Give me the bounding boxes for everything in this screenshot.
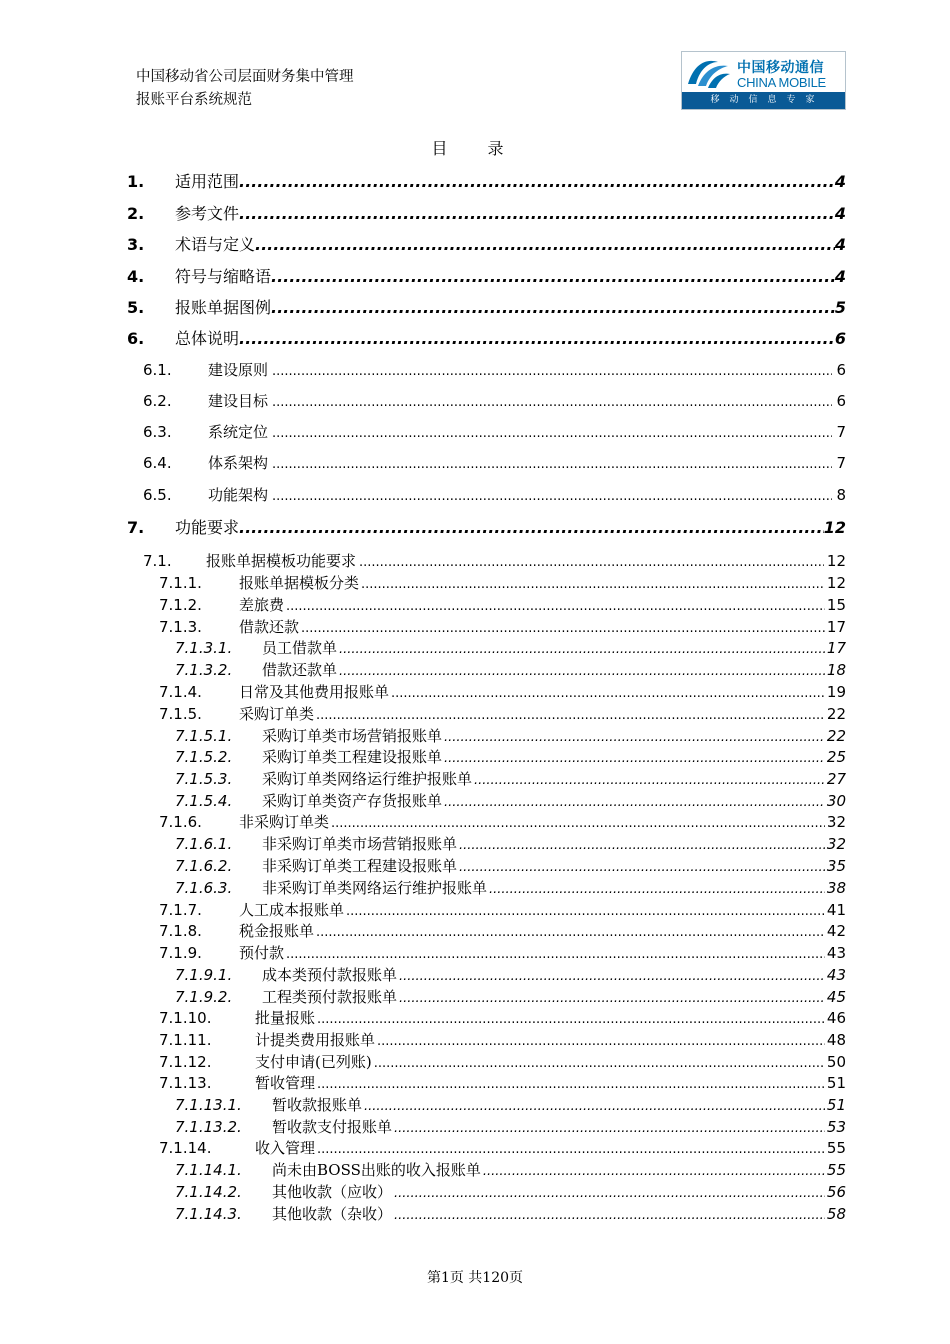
toc-entry-label: 支付申请(已列账)	[255, 1053, 372, 1071]
toc-dot-leader	[361, 577, 825, 592]
toc-dot-leader	[444, 795, 825, 810]
toc-entry-page-number: 12	[823, 518, 846, 537]
toc-entry-page-number: 6	[834, 329, 846, 348]
toc-dot-leader	[377, 1034, 825, 1049]
toc-dot-leader	[272, 395, 832, 410]
toc-entry-number: 7.1.3.1.	[175, 639, 233, 657]
toc-entry-label: 税金报账单	[239, 922, 315, 940]
toc-entry-label: 暂收管理	[255, 1074, 316, 1092]
toc-entry-label: 报账单据模板功能要求	[206, 552, 357, 570]
toc-entry[interactable]	[159, 594, 846, 616]
page-footer: 第1页 共120页	[426, 1270, 524, 1286]
toc-entry-page-number: 45	[826, 988, 846, 1006]
toc-entry-page-number: 4	[834, 235, 846, 254]
toc-entry-page-number: 35	[826, 857, 846, 875]
toc-entry-label: 成本类预付款报账单	[262, 966, 398, 984]
toc-entry[interactable]	[175, 855, 846, 877]
toc-entry[interactable]	[127, 169, 846, 200]
toc-entry-page-number: 6	[836, 392, 846, 410]
toc-entry-label: 预付款	[239, 944, 285, 962]
toc-entry-label: 总体说明	[175, 329, 240, 348]
toc-entry[interactable]	[159, 703, 846, 725]
toc-entry-label: 日常及其他费用报账单	[239, 683, 390, 701]
toc-dot-leader	[331, 816, 825, 831]
toc-entry-number: 6.1.	[143, 361, 172, 379]
toc-entry[interactable]	[127, 326, 846, 357]
toc-entry-page-number: 17	[826, 639, 846, 657]
toc-entry-number: 7.1.5.4.	[175, 792, 233, 810]
toc-entry[interactable]	[159, 1137, 846, 1159]
toc-entry[interactable]	[159, 899, 846, 921]
toc-entry[interactable]	[159, 1007, 846, 1029]
toc-entry-page-number: 30	[826, 792, 846, 810]
toc-entry[interactable]	[127, 295, 846, 326]
toc-dot-leader	[459, 860, 825, 875]
toc-entry[interactable]	[175, 1159, 846, 1181]
toc-entry[interactable]	[143, 390, 846, 421]
toc-entry-number: 7.1.13.2.	[175, 1118, 242, 1136]
toc-entry-page-number: 25	[826, 748, 846, 766]
toc-dot-leader	[255, 235, 835, 254]
toc-entry-number: 4.	[127, 267, 145, 286]
toc-dot-leader	[317, 1077, 825, 1092]
toc-entry-label: 采购订单类网络运行维护报账单	[262, 770, 473, 788]
toc-entry-number: 7.1.5.	[159, 705, 202, 723]
toc-entry-page-number: 7	[836, 454, 846, 472]
toc-dot-leader	[394, 1208, 825, 1223]
toc-entry-label: 批量报账	[255, 1009, 316, 1027]
toc-entry-page-number: 15	[826, 596, 846, 614]
toc-entry-page-number: 7	[836, 423, 846, 441]
toc-entry-page-number: 22	[826, 705, 846, 723]
toc-entry-label: 借款还款单	[262, 661, 338, 679]
toc-dot-leader	[239, 172, 835, 191]
toc-dot-leader	[459, 838, 825, 853]
toc-entry-page-number: 51	[826, 1074, 846, 1092]
header-line-2: 报账平台系统规范	[136, 92, 252, 108]
toc-entry[interactable]	[159, 616, 846, 638]
toc-entry-page-number: 12	[826, 552, 846, 570]
toc-entry-label: 暂收款报账单	[272, 1096, 363, 1114]
toc-entry[interactable]	[159, 681, 846, 703]
toc-entry[interactable]	[159, 811, 846, 833]
toc-entry-label: 符号与缩略语	[175, 267, 272, 286]
toc-entry-label: 暂收款支付报账单	[272, 1118, 393, 1136]
toc-dot-leader	[394, 1121, 825, 1136]
toc-entry-number: 6.3.	[143, 423, 172, 441]
toc-entry-number: 7.1.10.	[159, 1009, 212, 1027]
toc-entry-number: 7.1.11.	[159, 1031, 212, 1049]
toc-dot-leader	[474, 773, 825, 788]
toc-entry-page-number: 38	[826, 879, 846, 897]
toc-entry-label: 其他收款（应收）	[272, 1183, 393, 1201]
toc-entry[interactable]	[127, 232, 846, 263]
toc-entry-label: 非采购订单类工程建设报账单	[262, 857, 458, 875]
logo-tagline: 移动信息专家	[682, 92, 845, 109]
toc-entry-number: 7.1.13.1.	[175, 1096, 242, 1114]
toc-dot-leader	[301, 621, 825, 636]
toc-entry-number: 7.1.6.2.	[175, 857, 233, 875]
toc-entry-page-number: 6	[836, 361, 846, 379]
toc-entry-page-number: 4	[834, 204, 846, 223]
toc-entry-label: 人工成本报账单	[239, 901, 345, 919]
toc-entry[interactable]	[175, 1203, 846, 1225]
toc-entry[interactable]	[159, 572, 846, 594]
toc-entry-number: 6.	[127, 329, 145, 348]
toc-dot-leader	[399, 991, 825, 1006]
toc-entry[interactable]	[143, 359, 846, 390]
toc-entry-label: 报账单据模板分类	[239, 574, 360, 592]
toc-dot-leader	[374, 1056, 825, 1071]
toc-entry-page-number: 22	[826, 727, 846, 745]
toc-entry[interactable]	[175, 1094, 846, 1116]
toc-entry[interactable]	[143, 484, 846, 515]
toc-entry-number: 7.1.6.3.	[175, 879, 233, 897]
toc-entry-label: 功能架构	[208, 486, 269, 504]
toc-entry-page-number: 56	[826, 1183, 846, 1201]
header-line-1: 中国移动省公司层面财务集中管理	[136, 69, 354, 85]
toc-entry-number: 2.	[127, 204, 145, 223]
toc-entry-page-number: 5	[834, 298, 846, 317]
toc-entry-label: 计提类费用报账单	[255, 1031, 376, 1049]
toc-entry[interactable]	[159, 1029, 846, 1051]
toc-entry-label: 非采购订单类市场营销报账单	[262, 835, 458, 853]
toc-entry-number: 7.1.12.	[159, 1053, 212, 1071]
toc-entry[interactable]	[143, 421, 846, 452]
toc-entry-page-number: 12	[826, 574, 846, 592]
toc-entry[interactable]	[159, 920, 846, 942]
toc-entry-number: 7.1.14.3.	[175, 1205, 242, 1223]
toc-dot-leader	[317, 1142, 825, 1157]
toc-entry-label: 建设目标	[208, 392, 269, 410]
toc-entry-label: 其他收款（杂收）	[272, 1205, 393, 1223]
toc-entry[interactable]	[175, 877, 846, 899]
logo-chinese-name: 中国移动通信	[737, 60, 824, 76]
toc-entry[interactable]	[175, 725, 846, 747]
toc-entry-label: 非采购订单类网络运行维护报账单	[262, 879, 488, 897]
toc-entry-page-number: 43	[826, 944, 846, 962]
toc-entry-page-number: 8	[836, 486, 846, 504]
toc-entry-label: 采购订单类市场营销报账单	[262, 727, 443, 745]
toc-dot-leader	[239, 518, 824, 537]
toc-entry-label: 参考文件	[175, 204, 240, 223]
toc-dot-leader	[271, 267, 835, 286]
toc-entry-number: 7.	[127, 518, 145, 537]
toc-entry-number: 7.1.	[143, 552, 172, 570]
toc-entry-label: 非采购订单类	[239, 813, 330, 831]
toc-dot-leader	[391, 686, 825, 701]
toc-entry-label: 差旅费	[239, 596, 285, 614]
toc-entry-number: 3.	[127, 235, 145, 254]
toc-entry-label: 员工借款单	[262, 639, 338, 657]
toc-entry-label: 术语与定义	[175, 235, 256, 254]
toc-entry-label: 借款还款	[239, 618, 300, 636]
toc-entry-label: 建设原则	[208, 361, 269, 379]
toc-entry-number: 7.1.9.2.	[175, 988, 233, 1006]
toc-entry-number: 7.1.3.	[159, 618, 202, 636]
toc-dot-leader	[394, 1186, 825, 1201]
toc-entry-page-number: 32	[826, 813, 846, 831]
toc-entry-page-number: 55	[826, 1161, 846, 1179]
toc-title: 目录	[431, 139, 544, 158]
toc-entry-number: 7.1.2.	[159, 596, 202, 614]
toc-entry-label: 采购订单类资产存货报账单	[262, 792, 443, 810]
toc-entry[interactable]	[159, 1072, 846, 1094]
toc-entry-label: 功能要求	[175, 518, 240, 537]
toc-entry-page-number: 43	[826, 966, 846, 984]
toc-entry-number: 7.1.4.	[159, 683, 202, 701]
toc-entry[interactable]	[159, 1051, 846, 1073]
toc-dot-leader	[364, 1099, 825, 1114]
toc-entry[interactable]	[175, 790, 846, 812]
toc-entry-label: 体系架构	[208, 454, 269, 472]
toc-entry-number: 7.1.13.	[159, 1074, 212, 1092]
toc-entry[interactable]	[127, 264, 846, 295]
toc-entry-number: 7.1.9.	[159, 944, 202, 962]
toc-entry[interactable]	[175, 1181, 846, 1203]
toc-entry-label: 尚未由BOSS出账的收入报账单	[272, 1161, 481, 1179]
toc-entry-page-number: 4	[834, 267, 846, 286]
toc-entry-page-number: 51	[826, 1096, 846, 1114]
toc-entry-number: 6.2.	[143, 392, 172, 410]
toc-entry-page-number: 41	[826, 901, 846, 919]
toc-entry-number: 7.1.14.	[159, 1139, 212, 1157]
toc-dot-leader	[272, 489, 832, 504]
toc-dot-leader	[346, 904, 825, 919]
toc-entry-number: 7.1.6.	[159, 813, 202, 831]
toc-dot-leader	[339, 642, 825, 657]
toc-entry-page-number: 17	[826, 618, 846, 636]
toc-dot-leader	[444, 730, 825, 745]
toc-dot-leader	[272, 364, 832, 379]
toc-entry[interactable]	[175, 637, 846, 659]
logo-english-name: CHINA MOBILE	[737, 75, 826, 90]
toc-entry-label: 报账单据图例	[175, 298, 272, 317]
toc-entry[interactable]	[175, 964, 846, 986]
toc-entry-number: 7.1.5.1.	[175, 727, 233, 745]
toc-entry-number: 7.1.9.1.	[175, 966, 233, 984]
toc-entry-number: 6.5.	[143, 486, 172, 504]
toc-entry-label: 工程类预付款报账单	[262, 988, 398, 1006]
toc-entry-label: 适用范围	[175, 172, 240, 191]
toc-dot-leader	[239, 329, 835, 348]
toc-dot-leader	[286, 947, 825, 962]
toc-entry-number: 7.1.6.1.	[175, 835, 233, 853]
toc-entry-label: 系统定位	[208, 423, 269, 441]
toc-entry[interactable]	[175, 659, 846, 681]
toc-entry-number: 7.1.7.	[159, 901, 202, 919]
toc-entry[interactable]	[143, 452, 846, 483]
toc-dot-leader	[272, 426, 832, 441]
toc-entry-page-number: 53	[826, 1118, 846, 1136]
toc-entry[interactable]	[143, 550, 846, 572]
toc-dot-leader	[444, 751, 825, 766]
toc-entry-number: 1.	[127, 172, 145, 191]
toc-entry-label: 采购订单类工程建设报账单	[262, 748, 443, 766]
toc-dot-leader	[359, 555, 824, 570]
toc-dot-leader	[272, 457, 832, 472]
toc-entry-label: 收入管理	[255, 1139, 316, 1157]
toc-entry[interactable]	[127, 201, 846, 232]
toc-entry-number: 5.	[127, 298, 145, 317]
toc-entry-page-number: 19	[826, 683, 846, 701]
toc-entry[interactable]	[175, 768, 846, 790]
toc-entry[interactable]	[175, 1116, 846, 1138]
toc-entry-page-number: 32	[826, 835, 846, 853]
toc-entry-page-number: 18	[826, 661, 846, 679]
toc-entry-number: 7.1.1.	[159, 574, 202, 592]
toc-entry-page-number: 58	[826, 1205, 846, 1223]
toc-entry-number: 7.1.8.	[159, 922, 202, 940]
toc-dot-leader	[483, 1164, 825, 1179]
toc-dot-leader	[489, 882, 825, 897]
toc-entry-page-number: 42	[826, 922, 846, 940]
toc-entry[interactable]	[175, 746, 846, 768]
toc-entry-number: 7.1.14.2.	[175, 1183, 242, 1201]
toc-entry-page-number: 4	[834, 172, 846, 191]
toc-entry[interactable]	[127, 515, 846, 546]
toc-entry-number: 7.1.3.2.	[175, 661, 233, 679]
toc-entry[interactable]	[175, 833, 846, 855]
toc-entry-label: 采购订单类	[239, 705, 315, 723]
toc-entry-page-number: 46	[826, 1009, 846, 1027]
toc-dot-leader	[271, 298, 835, 317]
toc-entry-number: 6.4.	[143, 454, 172, 472]
toc-dot-leader	[316, 925, 825, 940]
toc-dot-leader	[339, 664, 825, 679]
toc-entry-number: 7.1.5.2.	[175, 748, 233, 766]
toc-dot-leader	[239, 204, 835, 223]
toc-entry-number: 7.1.14.1.	[175, 1161, 242, 1179]
toc-entry[interactable]	[159, 942, 846, 964]
toc-dot-leader	[399, 969, 825, 984]
toc-dot-leader	[316, 708, 825, 723]
toc-dot-leader	[317, 1012, 825, 1027]
toc-entry-number: 7.1.5.3.	[175, 770, 233, 788]
toc-entry-page-number: 55	[826, 1139, 846, 1157]
toc-entry-page-number: 27	[826, 770, 846, 788]
toc-entry[interactable]	[175, 986, 846, 1008]
toc-entry-page-number: 48	[826, 1031, 846, 1049]
toc-entry-page-number: 50	[826, 1053, 846, 1071]
toc-dot-leader	[286, 599, 825, 614]
